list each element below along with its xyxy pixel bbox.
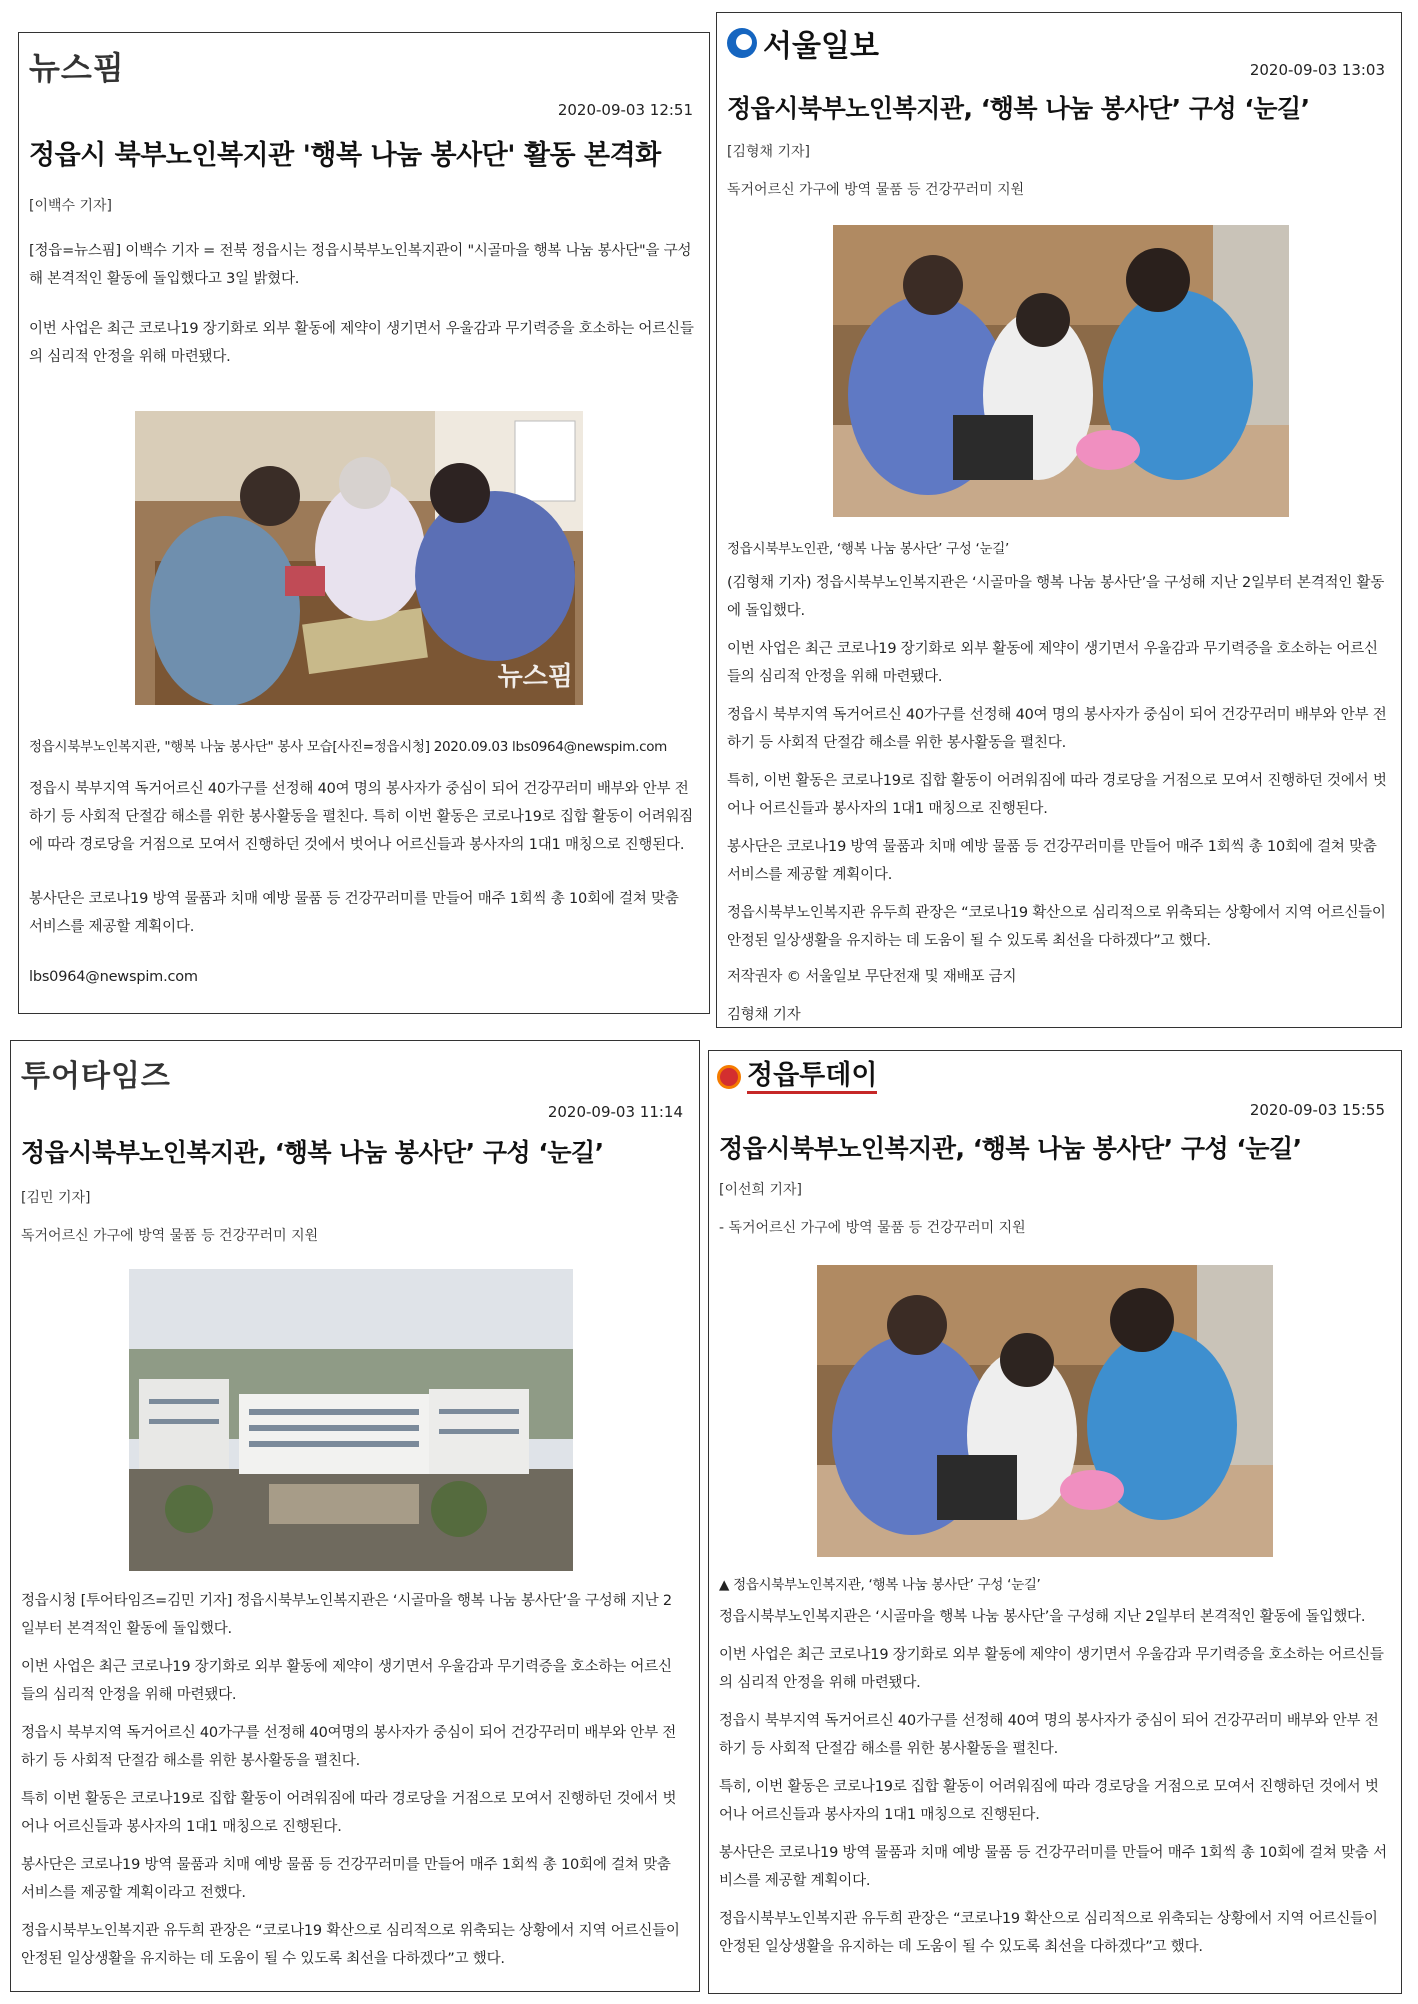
- copyright-notice: 저작권자 © 서울일보 무단전재 및 재배포 금지: [727, 969, 1017, 985]
- article-title: 정읍시 북부노인복지관 '행복 나눔 봉사단' 활동 본격화: [29, 140, 661, 171]
- article-paragraph: 이번 사업은 최근 코로나19 장기화로 외부 활동에 제약이 생기면서 우울감과 무기력증을 호소하는 어르신들의 심리적 안정을 위해 마련됐다.: [29, 321, 694, 365]
- photo-caption: 정읍시북부노인관, ‘행복 나눔 봉사단’ 구성 ‘눈길’: [727, 541, 1009, 557]
- article-paragraph: 봉사단은 코로나19 방역 물품과 치매 예방 물품 등 건강꾸러미를 만들어 매주 1회씩 총 10회에 걸쳐 맞춤 서비스를 제공할 계획이다.: [719, 1845, 1387, 1889]
- article-paragraph: 특히, 이번 활동은 코로나19로 집합 활동이 어려워짐에 따라 경로당을 거점으로 모여서 진행하던 것에서 벗어나 어르신들과 봉사자의 1대1 매칭으로 진행된다.: [719, 1779, 1379, 1823]
- article-date: 2020-09-03 15:55: [1249, 1101, 1385, 1119]
- article-byline: [김형채 기자]: [727, 144, 810, 160]
- article-photo: [135, 411, 583, 705]
- article-date: 2020-09-03 12:51: [557, 101, 693, 119]
- article-title: 정읍시북부노인복지관, ‘행복 나눔 봉사단’ 구성 ‘눈길’: [719, 1134, 1302, 1163]
- article-photo: [817, 1265, 1273, 1557]
- outlet-logo: [717, 1061, 877, 1094]
- article-paragraph: 정읍시 북부지역 독거어르신 40가구를 선정해 40여명의 봉사자가 중심이 되어 건강꾸러미 배부와 안부 전하기 등 사회적 단절감 해소를 위한 봉사활동을 펼친다.: [21, 1725, 677, 1769]
- article-paragraph: 정읍시북부노인복지관 유두희 관장은 “코로나19 확산으로 심리적으로 위축되는 상황에서 지역 어르신들이 안정된 일상생활을 유지하는 데 도움이 될 수 있도록 최선을 다하겠다”고 했다.: [21, 1923, 680, 1967]
- outlet-name: 투어타임즈: [21, 1059, 171, 1094]
- article-paragraph: 정읍시북부노인복지관 유두희 관장은 “코로나19 확산으로 심리적으로 위축되는 상황에서 지역 어르신들이 안정된 일상생활을 유지하는 데 도움이 될 수 있도록 최선을 다하겠다”고 했다.: [719, 1911, 1378, 1955]
- photo-caption: 정읍시북부노인복지관, "행복 나눔 봉사단" 봉사 모습[사진=정읍시청] 2020.09.03 lbs0964@newspim.com: [29, 739, 668, 755]
- photo-watermark: 뉴스핌: [497, 662, 573, 692]
- article-subtitle: 독거어르신 가구에 방역 물품 등 건강꾸러미 지원: [727, 182, 1025, 198]
- article-subtitle: - 독거어르신 가구에 방역 물품 등 건강꾸러미 지원: [719, 1220, 1026, 1236]
- volunteers-photo-icon: [817, 1265, 1273, 1557]
- article-paragraph: [정읍=뉴스핌] 이백수 기자 = 전북 정읍시는 정읍시북부노인복지관이 "시골마을 행복 나눔 봉사단"을 구성해 본격적인 활동에 돌입했다고 3일 밝혔다.: [29, 243, 692, 287]
- article-paragraph: 봉사단은 코로나19 방역 물품과 치매 예방 물품 등 건강꾸러미를 만들어 매주 1회씩 총 10회에 걸쳐 맞춤 서비스를 제공할 계획이라고 전했다.: [21, 1857, 671, 1901]
- article-date: 2020-09-03 13:03: [1249, 61, 1385, 79]
- article-date: 2020-09-03 11:14: [547, 1103, 683, 1121]
- article-paragraph: 이번 사업은 최근 코로나19 장기화로 외부 활동에 제약이 생기면서 우울감과 무기력증을 호소하는 어르신들의 심리적 안정을 위해 마련됐다.: [21, 1659, 672, 1703]
- article-paragraph: 봉사단은 코로나19 방역 물품과 치매 예방 물품 등 건강꾸러미를 만들어 매주 1회씩 총 10회에 걸쳐 맞춤 서비스를 제공할 계획이다.: [29, 891, 679, 935]
- outlet-name: 정읍투데이: [747, 1061, 877, 1094]
- article-tourtimes: [10, 1040, 700, 1992]
- article-byline: [이백수 기자]: [29, 198, 112, 214]
- article-byline: [이선희 기자]: [719, 1182, 802, 1198]
- article-paragraph: 특히, 이번 활동은 코로나19로 집합 활동이 어려워짐에 따라 경로당을 거점으로 모여서 진행하던 것에서 벗어나 어르신들과 봉사자의 1대1 매칭으로 진행된다.: [727, 773, 1387, 817]
- outlet-name: 뉴스핌: [29, 49, 125, 87]
- article-seoulilbo: [716, 12, 1402, 1028]
- article-paragraph: 정읍시 북부지역 독거어르신 40가구를 선정해 40여 명의 봉사자가 중심이 되어 건강꾸러미 배부와 안부 전하기 등 사회적 단절감 해소를 위한 봉사활동을 펼친다.: [719, 1713, 1379, 1757]
- outlet-name: 서울일보: [763, 29, 879, 64]
- reporter-email: lbs0964@newspim.com: [29, 969, 198, 985]
- article-title: 정읍시북부노인복지관, ‘행복 나눔 봉사단’ 구성 ‘눈길’: [21, 1138, 604, 1167]
- city-hall-photo-icon: [129, 1269, 573, 1571]
- volunteers-photo-icon: [833, 225, 1289, 517]
- seoulilbo-logo-icon: [727, 28, 757, 58]
- article-paragraph: 봉사단은 코로나19 방역 물품과 치매 예방 물품 등 건강꾸러미를 만들어 매주 1회씩 총 10회에 걸쳐 맞춤 서비스를 제공할 계획이다.: [727, 839, 1377, 883]
- article-paragraph: 정읍시북부노인복지관 유두희 관장은 “코로나19 확산으로 심리적으로 위축되는 상황에서 지역 어르신들이 안정된 일상생활을 유지하는 데 도움이 될 수 있도록 최선을 다하겠다”고 했다.: [727, 905, 1386, 949]
- article-paragraph: 정읍시북부노인복지관은 ‘시골마을 행복 나눔 봉사단’을 구성해 지난 2일부터 본격적인 활동에 돌입했다.: [719, 1609, 1366, 1625]
- article-subtitle: 독거어르신 가구에 방역 물품 등 건강꾸러미 지원: [21, 1228, 319, 1244]
- article-paragraph: 정읍시 북부지역 독거어르신 40가구를 선정해 40여 명의 봉사자가 중심이 되어 건강꾸러미 배부와 안부 전하기 등 사회적 단절감 해소를 위한 봉사활동을 펼친다.: [727, 707, 1387, 751]
- reporter-name: 김형채 기자: [727, 1007, 801, 1023]
- article-paragraph: (김형채 기자) 정읍시북부노인복지관은 ‘시골마을 행복 나눔 봉사단’을 구성해 지난 2일부터 본격적인 활동에 돌입했다.: [727, 575, 1385, 619]
- article-paragraph: 정읍시 북부지역 독거어르신 40가구를 선정해 40여 명의 봉사자가 중심이 되어 건강꾸러미 배부와 안부 전하기 등 사회적 단절감 해소를 위한 봉사활동을 펼친다. 특히 이번 활동은 코로나19로 집합 활동이 어려워짐에 따라 경로당을 거점으로 모여서 진행하던 것에서 벗어나 어르신들과 봉사자의 1대1 매칭으로 진행된다.: [29, 781, 694, 853]
- article-title: 정읍시북부노인복지관, ‘행복 나눔 봉사단’ 구성 ‘눈길’: [727, 94, 1310, 123]
- article-paragraph: 이번 사업은 최근 코로나19 장기화로 외부 활동에 제약이 생기면서 우울감과 무기력증을 호소하는 어르신들의 심리적 안정을 위해 마련됐다.: [719, 1647, 1384, 1691]
- article-photo: [833, 225, 1289, 517]
- article-jeongeuptoday: [708, 1050, 1402, 1994]
- article-paragraph: 정읍시청 [투어타임즈=김민 기자] 정읍시북부노인복지관은 ‘시골마을 행복 나눔 봉사단’을 구성해 지난 2일부터 본격적인 활동에 돌입했다.: [21, 1593, 672, 1637]
- jeongeuptoday-logo-icon: [717, 1065, 741, 1089]
- article-newspim: [18, 32, 710, 1014]
- outlet-logo: [727, 21, 879, 65]
- article-photo: [129, 1269, 573, 1571]
- article-paragraph: 특히 이번 활동은 코로나19로 집합 활동이 어려워짐에 따라 경로당을 거점으로 모여서 진행하던 것에서 벗어나 어르신들과 봉사자의 1대1 매칭으로 진행된다.: [21, 1791, 677, 1835]
- photo-caption: ▲ 정읍시북부노인복지관, ‘행복 나눔 봉사단’ 구성 ‘눈길’: [719, 1577, 1041, 1593]
- article-byline: [김민 기자]: [21, 1190, 91, 1206]
- article-paragraph: 이번 사업은 최근 코로나19 장기화로 외부 활동에 제약이 생기면서 우울감과 무기력증을 호소하는 어르신들의 심리적 안정을 위해 마련됐다.: [727, 641, 1378, 685]
